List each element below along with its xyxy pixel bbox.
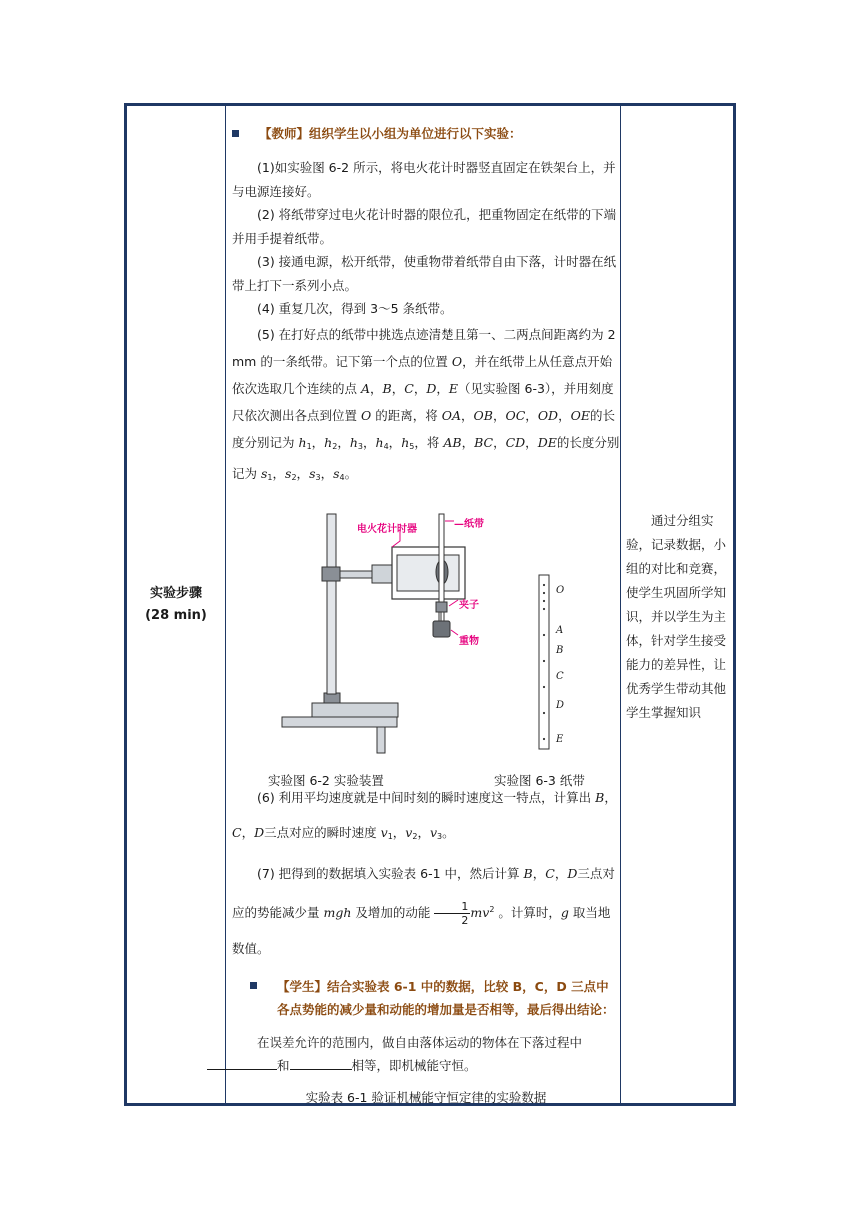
stand-rod (327, 514, 336, 694)
tape-point-C: C (556, 670, 564, 682)
caption-apparatus: 实验图 6-2 实验装置 (268, 772, 384, 788)
teacher-heading: 【教师】组织学生以小组为单位进行以下实验： (232, 123, 620, 145)
step-1: (1)如实验图 6-2 所示，将电火花计时器竖直固定在铁架台上，并与电源连接好。 (232, 160, 616, 199)
timer-inner (397, 555, 459, 591)
table-caption: 实验表 6-1 验证机械能守恒定律的实验数据 (305, 1089, 547, 1105)
section-duration: (28 min) (145, 607, 207, 623)
tape-point-E: E (556, 733, 564, 745)
column-divider-left (225, 106, 226, 1103)
blank-2 (290, 1069, 352, 1070)
base-leg (377, 727, 385, 753)
tape-point-A: A (556, 624, 564, 636)
column-divider-right (620, 106, 621, 1103)
clamp-arm (340, 571, 372, 578)
fraction-half: $\frac{1}{2}$ (434, 900, 470, 927)
square-bullet-icon (232, 130, 239, 137)
lesson-table (124, 103, 736, 1106)
step-3: (3) 接通电源，松开纸带，使重物带着纸带自由下落，计时器在纸带上打下一系列小点。 (232, 254, 617, 293)
stand-clamp (322, 567, 340, 581)
timer-neck (372, 565, 392, 583)
label-weight: 重物 (459, 635, 479, 647)
blank-1 (207, 1069, 277, 1070)
label-paper-tape: —纸带 (454, 518, 484, 530)
tape-point-O: O (556, 584, 565, 596)
clip (436, 602, 447, 612)
tape-point-B: B (556, 644, 564, 656)
section-title: 实验步骤 (149, 585, 202, 601)
section-label-cell (127, 106, 225, 1103)
step-7: (7) 把得到的数据填入实验表 6-1 中，然后计算 B，C，D三点对应的势能减少量 mgh 及增加的动能 $\frac{1}{2}$ $mv^2$ 。计算时，g 取当地数值。 (232, 865, 615, 956)
label-clip: 夹子 (459, 599, 479, 611)
label-spark-timer: 电火花计时器 (357, 523, 417, 535)
base-block (312, 703, 398, 717)
notes-text: 通过分组实验，记录数据，小组的对比和竞赛，使学生巩固所学知识，并以学生为主体，针对学生接受能力的差异性，让优秀学生带动其他学生掌握知识 (626, 513, 727, 720)
student-heading: 【学生】结合实验表 6-1 中的数据，比较 B，C，D 三点中各点势能的减少量和动能的增加量是否相等，最后得出结论： (232, 975, 620, 1021)
step-2: (2) 将纸带穿过电火花计时器的限位孔，把重物固定在纸带的下端并用手提着纸带。 (232, 207, 617, 246)
figure (232, 499, 620, 789)
tape-point-D: D (556, 699, 565, 711)
conclusion: 在误差允许的范围内，做自由落体运动的物体在下落过程中 和 相等，即机械能守恒。 (232, 1031, 620, 1078)
step-4: (4) 重复几次，得到 3～5 条纸带。 (257, 301, 453, 316)
caption-tape: 实验图 6-3 纸带 (494, 772, 585, 788)
notes-cell (626, 509, 733, 725)
step-5: (5) 在打好点的纸带中挑选点迹清楚且第一、二两点间距离约为 2 mm 的一条纸带。记下第一个点的位置 O，并在纸带上从任意点开始依次选取几个连续的点 A，B，C，D，E（见实验图 6-3），并用刻度尺依次测出各点到位置 O 的距离，将 OA，OB，OC，OD，OE的长度分别记为 $h_1$，$h_2$，$h_3$，$h_4$，$h_5$，将 AB，BC，CD，DE的长度分别记为 $s_1$，$s_2$，$s_3$，$s_4$。 (232, 326, 620, 482)
step-6: (6) 利用平均速度就是中间时刻的瞬时速度这一特点，计算出 B，C，D三点对应的瞬时速度 $v_1$，$v_2$，$v_3$。 (232, 789, 617, 841)
weight (433, 621, 450, 637)
base-plate (282, 717, 397, 727)
square-bullet-icon (250, 982, 257, 989)
content-cell (232, 106, 620, 1109)
